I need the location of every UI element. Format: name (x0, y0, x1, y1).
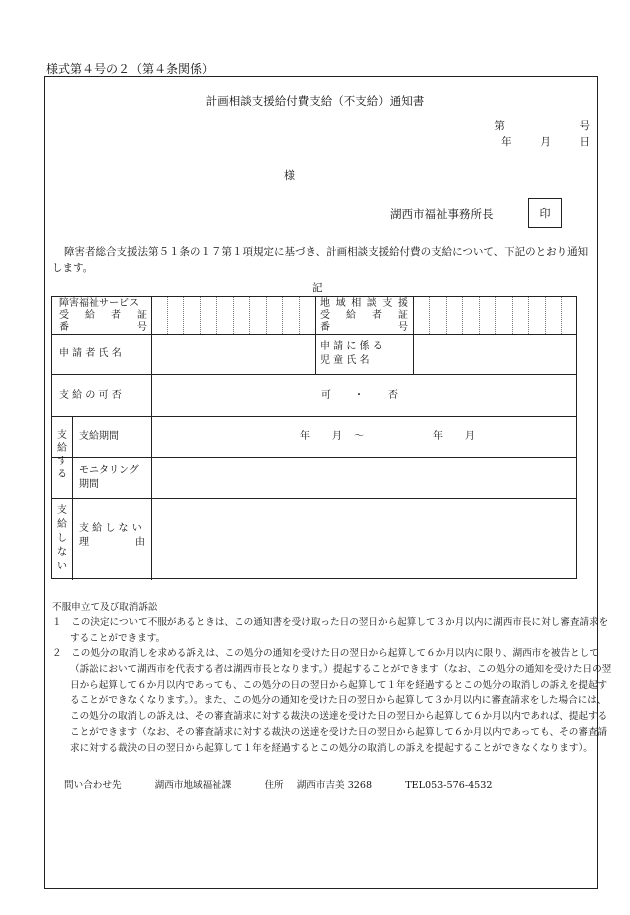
period-end-month: 月 (465, 431, 475, 442)
regional-number-label-line2: 受 給 者 証 (320, 310, 408, 321)
child-name-label-line2: 児 童 氏 名 (320, 355, 370, 366)
nopay-group-label: 支 給 し な い (57, 505, 67, 572)
date-month: 月 (540, 136, 551, 148)
document-title: 計画相談支援給付費支給（不支給）通知書 (205, 94, 425, 108)
regional-number-label-line3: 番 号 (320, 322, 408, 333)
contact-address: 湖西市吉美 3268 (296, 780, 373, 791)
date-year: 年 (501, 136, 512, 148)
pay-group-label: 支 給 す る (57, 430, 67, 480)
appeal-note-1: １ この決定について不服があるときは、この通知書を受け取った日の翌日から起算して３か月以内に湖西市長に対し審査請求をすることができます。 (52, 617, 609, 644)
issuing-office: 湖西市福祉事務所長 (390, 207, 494, 221)
addressee-honorific: 様 (284, 169, 295, 182)
period-start-year: 年 (300, 431, 310, 442)
nopay-reason-label-line1: 支 給 し な い (79, 523, 142, 534)
number-suffix: 号 (579, 120, 590, 132)
document-date-line (501, 134, 590, 149)
monitoring-period-label-line2: 期間 (79, 479, 99, 490)
document-number-line (494, 118, 590, 133)
recipient-number-label-line3: 番 号 (59, 322, 147, 333)
payment-period-label: 支給期間 (79, 431, 119, 442)
number-prefix: 第 (494, 120, 505, 132)
contact-line (52, 778, 606, 794)
intro-paragraph: 障害者総合支援法第５１条の１７第１項規定に基づき、計画相談支援給付費の支給について、下記のとおり通知します。 (52, 246, 589, 274)
appeal-note-2: ２ この処分の取消しを求める訴えは、この処分の通知を受けた日の翌日から起算して６か月以内に限り、湖西市を被告として（訴訟において湖西市を代表する者は湖西市長となります。）提起することができます（なお、この処分の通知を受けた日の翌日から起算して６か月以内であっても、この処分の日の翌日から起算して１年を経過するとこの処分の取消しの訴えを提起することができなくなります。）。また、この処分の通知を受けた日の翌日から起算して３か月以内に審査請求をした場合には、この処分の取消しの訴えは、その審査請求に対する裁決の送達を受けた日の翌日から起算して６か月以内であれば、提起することができます（なお、その審査請求に対する裁決の送達を受けた日の翌日から起算して６か月以内であっても、その審査請求に対する裁決の日の翌日から起算して１年を経過するとこの処分の取消しの訴えを提起することができなくなります）。 (52, 648, 612, 754)
period-end-year: 年 (433, 431, 443, 442)
monitoring-period-label-line1: モニタリング (79, 465, 139, 476)
period-start-month: 月 (332, 431, 342, 442)
child-name-label-line1: 申 請 に 係 る (320, 341, 383, 352)
seal-stamp: 印 (528, 198, 562, 228)
date-day: 日 (579, 136, 590, 148)
appeal-heading: 不服申立て及び取消訴訟 (52, 602, 158, 613)
approval-yes: 可 (321, 390, 331, 401)
contact-phone: TEL053-576-4532 (405, 780, 493, 791)
contact-department: 湖西市地域福祉課 (154, 780, 232, 791)
contact-label: 問い合わせ先 (64, 780, 122, 791)
decision-table (51, 296, 577, 579)
recipient-number-label-line2: 受 給 者 証 (59, 310, 147, 321)
applicant-name-label: 申 請 者 氏 名 (59, 348, 122, 359)
contact-address-label: 住所 (264, 780, 284, 791)
nopay-reason-label-line2: 理 由 (79, 537, 145, 548)
regional-number-label-line1: 地 域 相 談 支 援 (320, 298, 408, 309)
approval-dot: ・ (354, 390, 364, 401)
approval-label: 支 給 の 可 否 (59, 390, 122, 401)
ki-heading: 記 (312, 282, 323, 294)
approval-no: 否 (388, 390, 398, 401)
form-number-label: 様式第４号の２（第４条関係） (46, 62, 215, 76)
period-tilde: ～ (354, 431, 364, 442)
recipient-number-label-line1: 障害福祉サービス (59, 298, 139, 309)
